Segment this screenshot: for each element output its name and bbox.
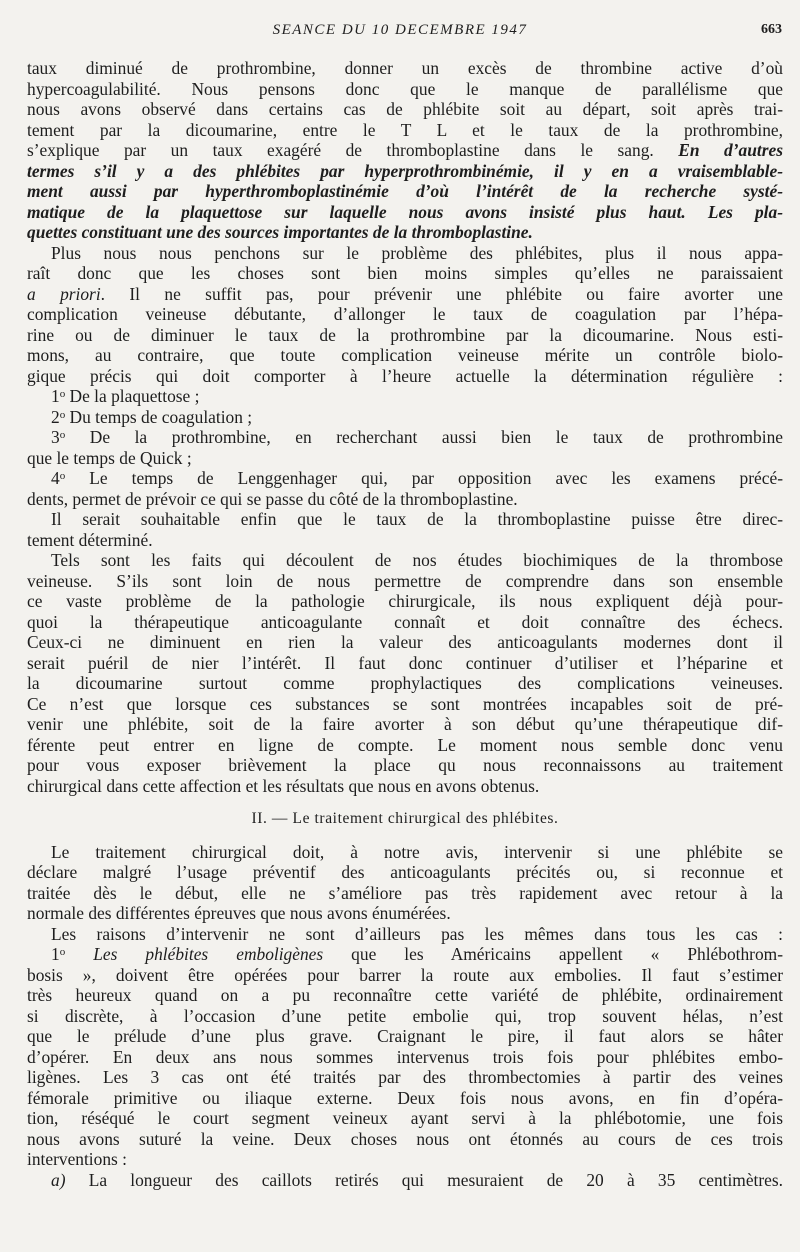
text-line	[27, 1067, 783, 1088]
text-line	[27, 99, 783, 120]
text-segment: 1	[51, 386, 60, 406]
text-line	[27, 304, 783, 325]
text-segment: En d’autres	[678, 140, 783, 160]
text-line	[27, 161, 783, 182]
text-segment: a)	[51, 1169, 66, 1190]
text-line	[27, 202, 783, 223]
text-line	[27, 714, 783, 735]
ordinal-superscript: o	[59, 429, 66, 441]
text-segment: s’explique par un taux exagéré de thromboplastine dans le sang.	[27, 140, 679, 160]
text-segment: d’opérer. En deux ans nous sommes intervenus trois fois pour phlébites embo-	[27, 1046, 783, 1067]
text-segment: Plus nous nous penchons sur le problème des phlébites, plus il nous appa-	[51, 242, 783, 263]
text-segment: Les raisons d’intervenir ne sont d’ailleurs pas les mêmes dans tous les cas :	[51, 923, 783, 944]
text-line	[27, 903, 783, 924]
text-line	[27, 653, 783, 674]
text-line	[27, 489, 783, 510]
text-line	[27, 366, 783, 387]
text-segment: si discrète, à l’occasion d’une petite embolie qui, trop souvent hélas, n’est	[27, 1005, 783, 1026]
text-segment: gique précis qui doit comporter à l’heure actuelle la détermination régulière :	[27, 365, 783, 386]
text-line	[27, 1108, 783, 1129]
text-line	[27, 468, 783, 489]
text-line	[27, 591, 783, 612]
text-line	[27, 862, 783, 883]
section-heading	[27, 809, 783, 830]
text-segment: venir une phlébite, soit de la faire avorter à son début qu’une thérapeutique dif-	[27, 714, 783, 734]
text-line	[27, 1088, 783, 1109]
text-segment: ment aussi par hyperthromboplastinémie d’où l’intérêt de la recherche systé-	[27, 181, 783, 201]
text-segment: Ce n’est que lorsque ces substances se sont montrées incapables soit de pré-	[27, 693, 783, 714]
text-segment: termes s’il y a des phlébites par hyperprothrombinémie, il y en a vraisemblable-	[27, 160, 783, 181]
running-head	[0, 22, 800, 46]
text-segment: rine ou de diminuer le taux de la prothrombine par la dicoumarine. Nous esti-	[27, 324, 783, 345]
text-line	[27, 58, 783, 79]
text-segment: 2	[51, 406, 60, 427]
body-text	[27, 58, 783, 1190]
ordinal-superscript: o	[59, 388, 66, 400]
text-line	[27, 985, 783, 1006]
text-line	[27, 755, 783, 776]
text-segment: interventions :	[27, 1149, 127, 1169]
text-segment: chirurgical dans cette affection et les résultats que nous en avons obtenus.	[27, 775, 540, 796]
text-segment: nous avons suturé la veine. Deux choses nous ont étonnés au cours de ces trois	[27, 1128, 783, 1149]
text-line	[27, 612, 783, 633]
text-line	[27, 427, 783, 448]
text-segment: normale des différentes épreuves que nous avons énumérées.	[27, 903, 451, 923]
text-segment: quettes constituant une des sources importantes de la thromboplastine.	[27, 222, 533, 242]
text-line	[27, 448, 783, 469]
text-line	[27, 181, 783, 202]
text-segment: que le temps de Quick ;	[27, 447, 192, 468]
text-segment: serait puéril de nier l’intérêt. Il faut donc continuer d’utiliser et l’héparine et	[27, 652, 783, 673]
text-line	[27, 1047, 783, 1068]
text-line	[27, 263, 783, 284]
text-line	[27, 1006, 783, 1027]
text-segment: a priori	[27, 283, 101, 304]
text-segment: Il serait souhaitable enfin que le taux de la thromboplastine puisse être direc-	[51, 509, 783, 529]
text-line	[27, 965, 783, 986]
text-line	[27, 1149, 783, 1170]
text-line	[27, 140, 783, 161]
text-segment: tion, réséqué le court segment veineux ayant servi à la phlébotomie, une fois	[27, 1108, 783, 1128]
text-segment: Les phlébites emboligènes	[93, 944, 324, 964]
text-segment: Du temps de coagulation ;	[65, 406, 253, 427]
text-segment: hypercoagulabilité. Nous pensons donc que le manque de parallélisme que	[27, 78, 783, 99]
text-line	[27, 776, 783, 797]
text-line	[27, 1026, 783, 1047]
text-segment: traitée dès le début, elle ne s’améliore pas très rapidement avec retour à la	[27, 882, 783, 903]
text-line	[27, 694, 783, 715]
text-segment: pour vous exposer brièvement la place qu nous reconnaissons au traitement	[27, 755, 783, 775]
text-line	[27, 530, 783, 551]
text-segment: . Il ne suffit pas, pour prévenir une phlébite ou faire avorter une	[100, 283, 783, 304]
text-line	[27, 842, 783, 863]
text-segment: La longueur des caillots retirés qui mesuraient de 20 à 35 centimètres.	[65, 1169, 783, 1190]
text-segment: que le prélude d’une plus grave. Craignant le pire, il faut alors se hâter	[27, 1026, 783, 1046]
text-segment	[65, 944, 93, 964]
text-line	[27, 944, 783, 965]
text-segment: bosis », doivent être opérées pour barrer la route aux embolies. Il faut s’estimer	[27, 964, 783, 985]
text-segment: Ceux-ci ne diminuent en rien la valeur des anticoagulants modernes dont il	[27, 632, 783, 652]
text-segment: II. — Le traitement chirurgical des phlébites.	[251, 810, 559, 827]
text-line	[27, 284, 783, 305]
text-segment: complication veineuse débutante, d’allonger le taux de coagulation par l’hépa-	[27, 304, 783, 324]
running-title: SEANCE DU 10 DECEMBRE 1947	[272, 22, 528, 38]
text-segment: nous avons observé dans certains cas de phlébite soit au départ, soit après trai-	[27, 99, 783, 119]
text-segment: la dicoumarine surtout comme prophylactiques des complications veineuses.	[27, 673, 783, 693]
text-segment: raît donc que les choses sont bien moins simples qu’elles ne paraissaient	[27, 263, 783, 283]
page-number: 663	[761, 22, 782, 37]
text-segment: De la prothrombine, en recherchant aussi bien le taux de prothrombine	[65, 427, 783, 447]
text-segment: fémorale primitive ou iliaque externe. Deux fois nous avons, en fin d’opéra-	[27, 1087, 783, 1108]
text-line	[27, 735, 783, 756]
text-line	[27, 325, 783, 346]
text-line	[27, 79, 783, 100]
text-segment: férente peut entrer en ligne de compte. Le moment nous semble donc venu	[27, 734, 783, 755]
text-line	[27, 407, 783, 428]
text-segment: ce vaste problème de la pathologie chirurgicale, ils nous expliquent déjà pour-	[27, 591, 783, 611]
text-segment: 4	[51, 468, 60, 488]
text-segment: que les Américains appellent « Phlébothrom-	[323, 944, 783, 964]
text-segment: déclare malgré l’usage préventif des anticoagulants précités ou, si reconnue et	[27, 862, 783, 882]
text-line	[27, 509, 783, 530]
text-segment: très heureux quand on a pu reconnaître cette variété de phlébite, ordinairement	[27, 985, 783, 1005]
text-line	[27, 386, 783, 407]
text-line	[27, 883, 783, 904]
text-segment: quoi la thérapeutique anticoagulante connaît et doit connaître des échecs.	[27, 611, 783, 632]
text-line	[27, 222, 783, 243]
text-segment: 1	[51, 944, 60, 964]
text-segment: De la plaquettose ;	[65, 386, 200, 406]
text-line	[27, 924, 783, 945]
text-line	[27, 1129, 783, 1150]
text-segment: matique de la plaquettose sur laquelle nous avons insisté plus haut. Les pla-	[27, 201, 783, 222]
text-line	[27, 345, 783, 366]
ordinal-superscript: o	[59, 470, 66, 482]
text-line	[27, 120, 783, 141]
text-line	[27, 632, 783, 653]
text-line	[27, 571, 783, 592]
ordinal-superscript: o	[59, 408, 66, 421]
text-segment: ligènes. Les 3 cas ont été traités par des thrombectomies à partir des veines	[27, 1067, 783, 1087]
text-line	[27, 550, 783, 571]
text-segment: Tels sont les faits qui découlent de nos études biochimiques de la thrombose	[51, 550, 783, 570]
ordinal-superscript: o	[59, 946, 66, 958]
text-segment: Le temps de Lenggenhager qui, par opposition avec les examens précé-	[65, 468, 783, 488]
text-segment: taux diminué de prothrombine, donner un excès de thrombine active d’où	[27, 58, 783, 78]
text-line	[27, 673, 783, 694]
text-segment: tement par la dicoumarine, entre le T L et le taux de la prothrombine,	[27, 119, 783, 140]
text-segment: veineuse. S’ils sont loin de nous permettre de comprendre dans son ensemble	[27, 570, 783, 591]
text-segment: tement déterminé.	[27, 529, 153, 550]
text-segment: 3	[51, 427, 60, 447]
text-segment: dents, permet de prévoir ce qui se passe du côté de la thromboplastine.	[27, 488, 518, 509]
text-segment: Le traitement chirurgical doit, à notre avis, intervenir si une phlébite se	[51, 841, 783, 862]
text-line	[27, 243, 783, 264]
text-segment: mons, au contraire, que toute complication veineuse mérite un contrôle biolo-	[27, 345, 783, 365]
text-line	[27, 1170, 783, 1191]
